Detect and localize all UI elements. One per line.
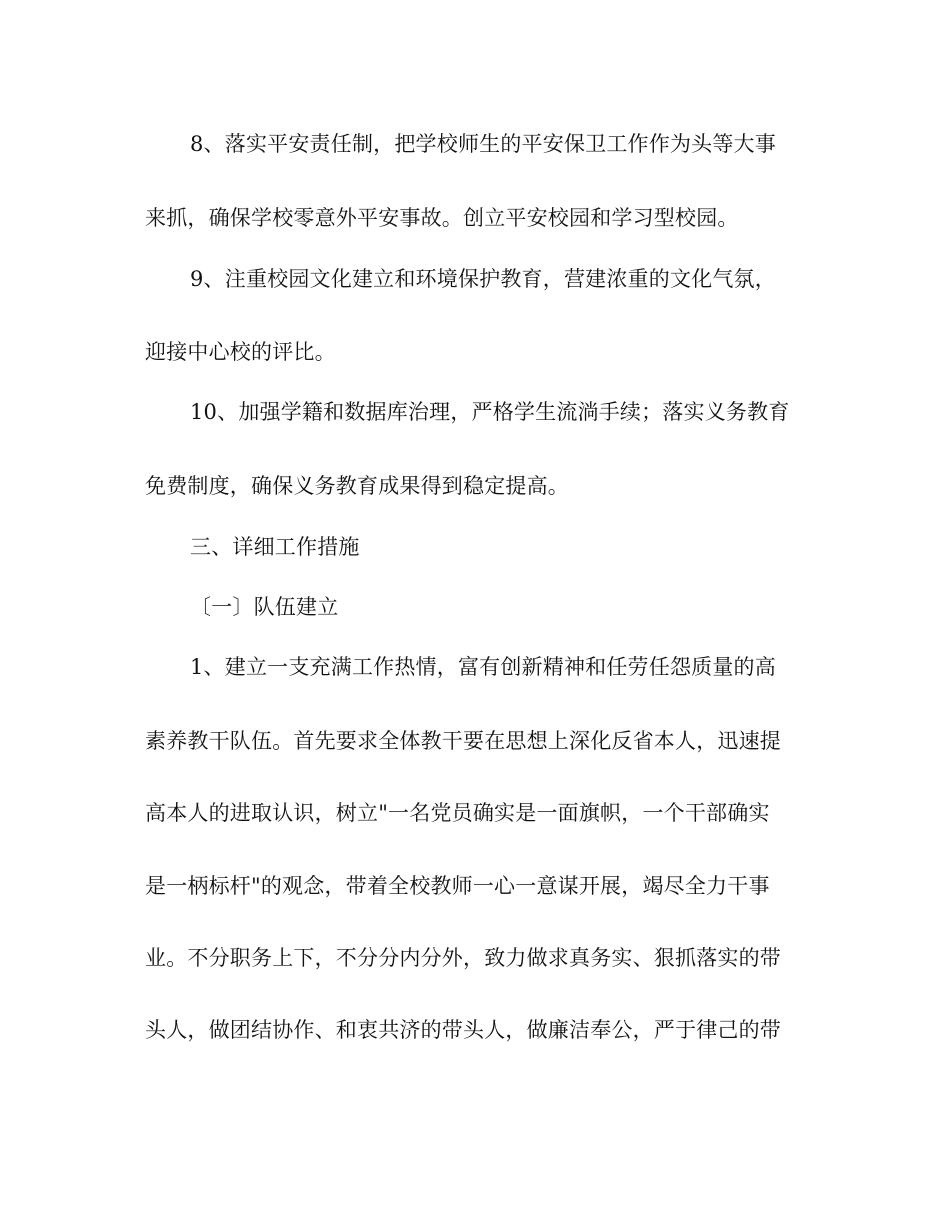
subsection-heading: 〔一〕队伍建立 bbox=[190, 595, 339, 619]
paragraph-line: 头人，做团结协作、和衷共济的带头人，做廉洁奉公，严于律己的带 bbox=[145, 1018, 781, 1042]
paragraph-line: 10、加强学籍和数据库治理，严格学生流淌手续；落实义务教育 bbox=[190, 400, 790, 424]
paragraph-line: 迎接中心校的评比。 bbox=[145, 340, 336, 364]
paragraph-line: 8、落实平安责任制，把学校师生的平安保卫工作作为头等大事 bbox=[190, 132, 776, 156]
paragraph-line: 素养教干队伍。首先要求全体教干要在思想上深化反省本人，迅速提 bbox=[145, 729, 781, 753]
paragraph-line: 高本人的进取认识，树立"一名党员确实是一面旗帜，一个干部确实 bbox=[145, 801, 770, 825]
paragraph-line: 1、建立一支充满工作热情，富有创新精神和任劳任怨质量的高 bbox=[190, 655, 776, 679]
paragraph-line: 业。不分职务上下，不分分内分外，致力做求真务实、狠抓落实的带 bbox=[145, 946, 781, 970]
section-heading: 三、详细工作措施 bbox=[190, 535, 360, 559]
paragraph-line: 是一柄标杆"的观念，带着全校教师一心一意谋开展，竭尽全力干事 bbox=[145, 874, 770, 898]
paragraph-line: 9、注重校园文化建立和环境保护教育，营建浓重的文化气氛， bbox=[190, 267, 776, 291]
paragraph-line: 来抓，确保学校零意外平安事故。创立平安校园和学习型校园。 bbox=[145, 206, 739, 230]
paragraph-line: 免费制度，确保义务教育成果得到稳定提高。 bbox=[145, 474, 569, 498]
